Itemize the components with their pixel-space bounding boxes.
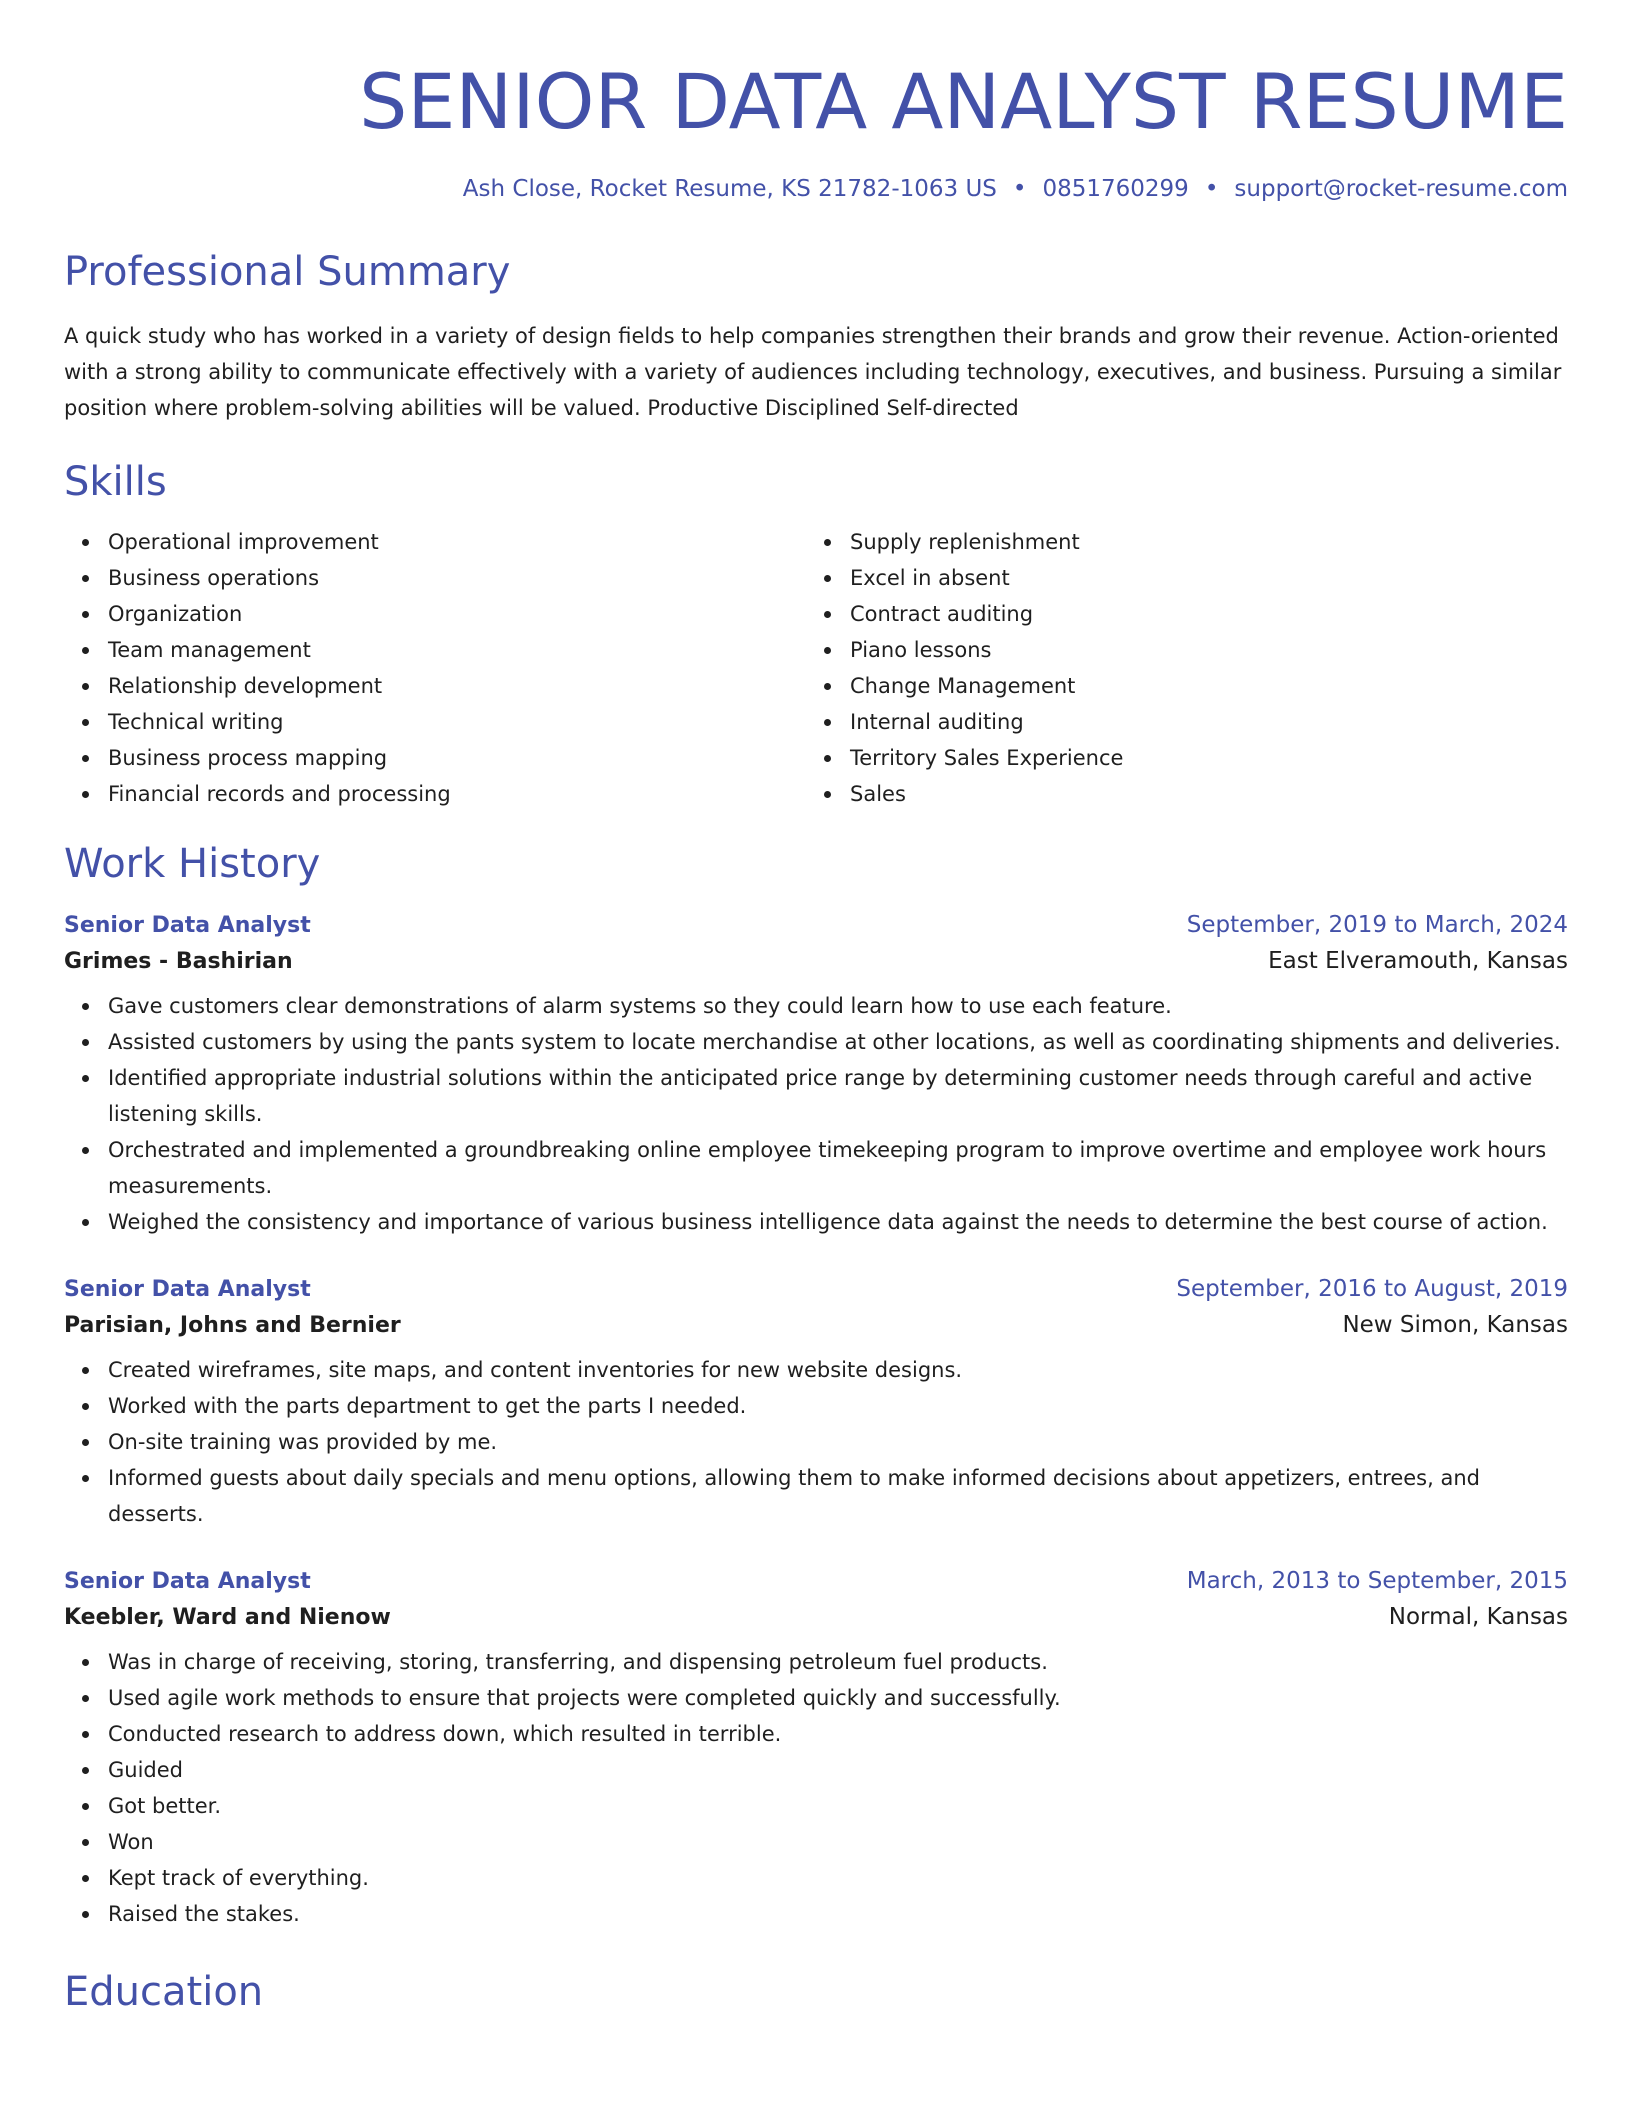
skill-item: Supply replenishment	[850, 524, 1548, 560]
job-bullet: Assisted customers by using the pants system to locate merchandise at other locations, as well as coordinating shipments and deliveries.	[108, 1024, 1568, 1060]
skill-item: Financial records and processing	[108, 776, 806, 812]
job-bullets	[64, 988, 1568, 1240]
job-bullet: Weighed the consistency and importance of various business intelligence data against the needs to determine the best course of action.	[108, 1204, 1568, 1240]
job-entry	[64, 1276, 1568, 1532]
job-bullet: Got better.	[108, 1788, 1568, 1824]
job-bullet: Informed guests about daily specials and menu options, allowing them to make informed decisions about appetizers, entrees, and desserts.	[108, 1460, 1568, 1532]
job-dates: September, 2016 to August, 2019	[1176, 1276, 1568, 1302]
job-title: Senior Data Analyst	[64, 1569, 311, 1594]
job-location: Normal, Kansas	[1388, 1604, 1568, 1630]
resume-page	[64, 0, 1568, 2016]
job-company: Grimes - Bashirian	[64, 949, 293, 974]
skill-item: Change Management	[850, 668, 1548, 704]
skill-item: Technical writing	[108, 704, 806, 740]
job-entry	[64, 912, 1568, 1240]
job-title: Senior Data Analyst	[64, 913, 311, 938]
skill-item: Territory Sales Experience	[850, 740, 1548, 776]
job-bullet: Conducted research to address down, which resulted in terrible.	[108, 1716, 1568, 1752]
job-company: Parisian, Johns and Bernier	[64, 1313, 401, 1338]
skills-columns	[64, 524, 1568, 812]
job-bullet: Raised the stakes.	[108, 1896, 1568, 1932]
contact-email: support@rocket-resume.com	[1234, 176, 1568, 202]
skill-item: Relationship development	[108, 668, 806, 704]
job-bullet: Gave customers clear demonstrations of alarm systems so they could learn how to use each feature.	[108, 988, 1568, 1024]
contact-line	[64, 176, 1568, 202]
skill-item: Team management	[108, 632, 806, 668]
job-bullet: On-site training was provided by me.	[108, 1424, 1568, 1460]
contact-separator: •	[1204, 176, 1219, 202]
job-title: Senior Data Analyst	[64, 1277, 311, 1302]
job-location: New Simon, Kansas	[1342, 1312, 1568, 1338]
skills-heading: Skills	[64, 459, 167, 505]
skill-item: Excel in absent	[850, 560, 1548, 596]
job-bullet: Created wireframes, site maps, and content inventories for new website designs.	[108, 1352, 1568, 1388]
job-company-row	[64, 948, 1568, 974]
resume-title: SENIOR DATA ANALYST RESUME	[359, 57, 1568, 146]
job-bullet: Was in charge of receiving, storing, transferring, and dispensing petroleum fuel products.	[108, 1644, 1568, 1680]
job-bullet: Orchestrated and implemented a groundbreaking online employee timekeeping program to improve overtime and employee work hours measurements.	[108, 1132, 1568, 1204]
job-company-row	[64, 1312, 1568, 1338]
job-company: Keebler, Ward and Nienow	[64, 1605, 391, 1630]
education-heading: Education	[64, 1969, 264, 2015]
job-bullet: Won	[108, 1824, 1568, 1860]
skill-item: Piano lessons	[850, 632, 1548, 668]
skill-item: Internal auditing	[850, 704, 1548, 740]
job-bullet: Used agile work methods to ensure that projects were completed quickly and successfully.	[108, 1680, 1568, 1716]
skill-item: Organization	[108, 596, 806, 632]
job-location: East Elveramouth, Kansas	[1268, 948, 1568, 974]
contact-address: Ash Close, Rocket Resume, KS 21782-1063 US	[462, 176, 997, 202]
skill-item: Operational improvement	[108, 524, 806, 560]
skill-item: Sales	[850, 776, 1548, 812]
job-title-row	[64, 1276, 1568, 1302]
job-company-row	[64, 1604, 1568, 1630]
job-title-row	[64, 1568, 1568, 1594]
job-bullets	[64, 1644, 1568, 1932]
summary-heading: Professional Summary	[64, 249, 511, 295]
skill-item: Business operations	[108, 560, 806, 596]
job-bullets	[64, 1352, 1568, 1532]
contact-phone: 0851760299	[1042, 176, 1189, 202]
summary-text: A quick study who has worked in a variety of design fields to help companies strengthen their brands and grow their revenue. Action-oriented with a strong ability to communicate effectively with a variety of audiences including technology, executives, and business. Pursuing a similar position where problem-solving abilities will be valued. Productive Disciplined Self-directed	[64, 324, 1562, 420]
skill-item: Business process mapping	[108, 740, 806, 776]
job-bullet: Identified appropriate industrial solutions within the anticipated price range by determining customer needs through careful and active listening skills.	[108, 1060, 1568, 1132]
job-title-row	[64, 912, 1568, 938]
job-dates: September, 2019 to March, 2024	[1186, 912, 1568, 938]
job-dates: March, 2013 to September, 2015	[1186, 1568, 1568, 1594]
job-bullet: Guided	[108, 1752, 1568, 1788]
job-entry	[64, 1568, 1568, 1932]
contact-separator: •	[1012, 176, 1027, 202]
skills-list-left	[64, 524, 806, 812]
job-bullet: Worked with the parts department to get the parts I needed.	[108, 1388, 1568, 1424]
skill-item: Contract auditing	[850, 596, 1548, 632]
work-history-heading: Work History	[64, 841, 321, 887]
job-bullet: Kept track of everything.	[108, 1860, 1568, 1896]
skills-list-right	[806, 524, 1548, 812]
